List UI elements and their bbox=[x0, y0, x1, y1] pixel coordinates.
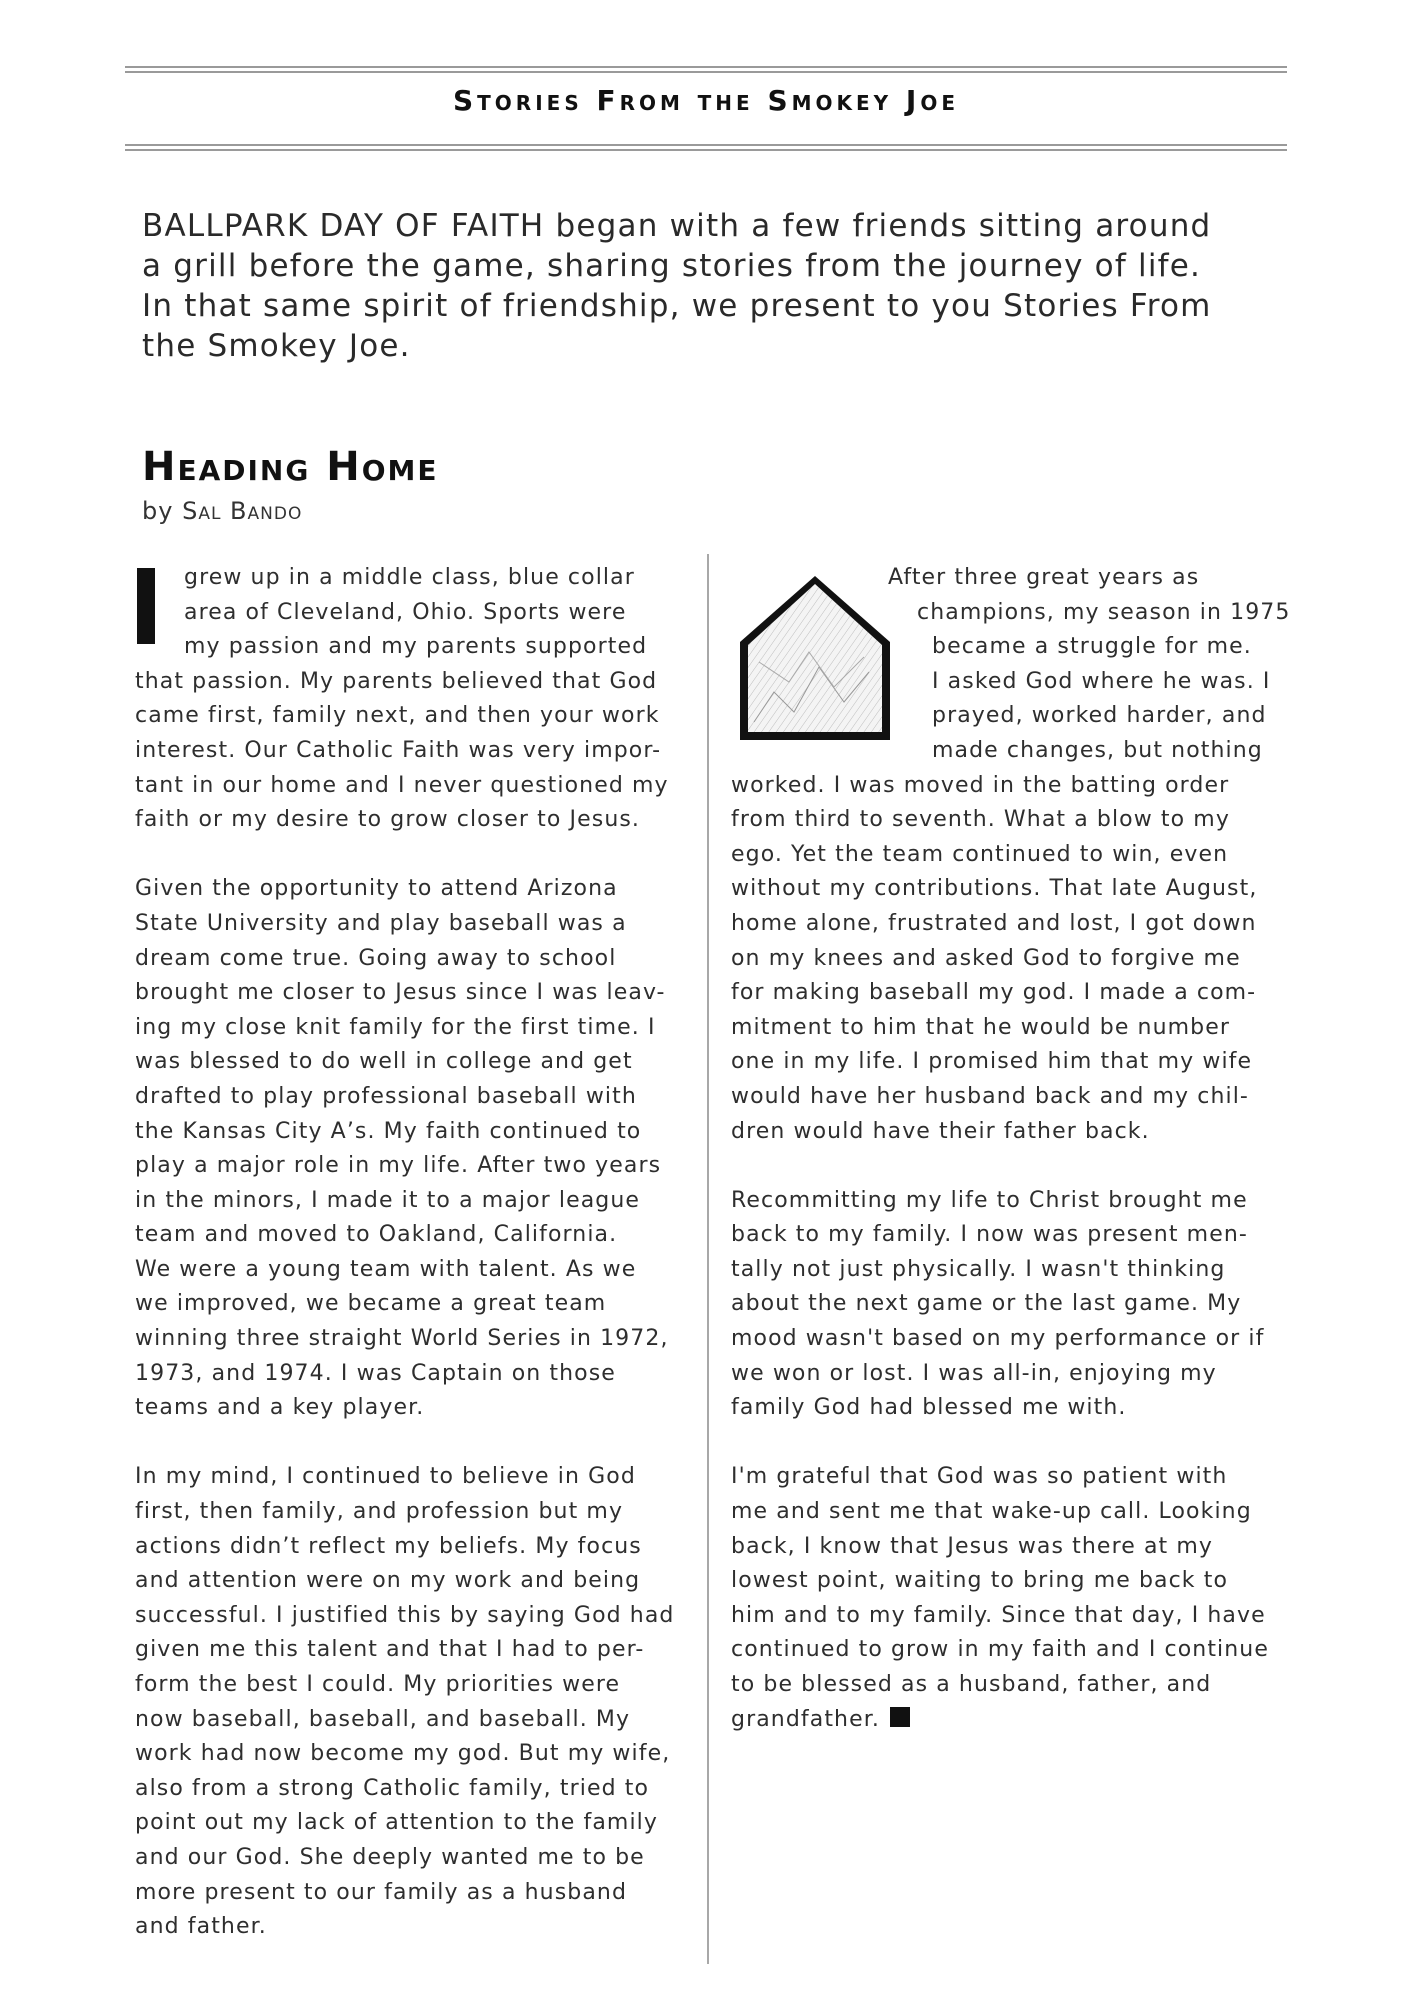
text-line: home alone, frustrated and lost, I got down bbox=[731, 910, 1257, 936]
intro-line: the Smokey Joe. bbox=[142, 328, 411, 364]
text-line: grew up in a middle class, blue collar bbox=[184, 565, 635, 590]
text-line: interest. Our Catholic Faith was very impor- bbox=[135, 737, 662, 763]
intro-paragraph bbox=[142, 206, 1262, 366]
paragraph bbox=[135, 1460, 680, 1944]
text-line: in the minors, I made it to a major league bbox=[135, 1187, 641, 1213]
paragraph bbox=[731, 1460, 1291, 1737]
text-line: tally not just physically. I wasn't thinking bbox=[731, 1256, 1226, 1282]
intro-line: In that same spirit of friendship, we present to you Stories From bbox=[142, 288, 1212, 324]
text-line: and attention were on my work and being bbox=[135, 1568, 641, 1594]
text-line: and father. bbox=[135, 1914, 267, 1940]
text-line: point out my lack of attention to the family bbox=[135, 1810, 659, 1836]
byline bbox=[142, 497, 302, 525]
text-line: ego. Yet the team continued to win, even bbox=[731, 841, 1229, 867]
text-line: him and to my family. Since that day, I have bbox=[731, 1602, 1266, 1628]
text-line: one in my life. I promised him that my wife bbox=[731, 1049, 1253, 1075]
text-line: was blessed to do well in college and get bbox=[135, 1049, 633, 1075]
header-rule-bottom-1 bbox=[125, 144, 1287, 146]
text-line: champions, my season in 1975 bbox=[917, 599, 1291, 625]
text-line: brought me closer to Jesus since I was leav- bbox=[135, 980, 666, 1006]
right-column bbox=[731, 561, 1291, 1772]
text-line: family God had blessed me with. bbox=[731, 1395, 1127, 1421]
text-line: on my knees and asked God to forgive me bbox=[731, 945, 1241, 971]
text-line: came first, family next, and then your work bbox=[135, 703, 660, 729]
text-line: dren would have their father back. bbox=[731, 1118, 1150, 1144]
paragraph bbox=[731, 1184, 1291, 1426]
text-line: In my mind, I continued to believe in God bbox=[135, 1464, 636, 1490]
text-line: prayed, worked harder, and bbox=[932, 703, 1267, 729]
text-line: became a struggle for me. bbox=[932, 634, 1252, 660]
left-column bbox=[135, 561, 680, 1979]
text-line-last bbox=[731, 1703, 1291, 1738]
text-line: me and sent me that wake-up call. Looking bbox=[731, 1499, 1252, 1525]
text-line: also from a strong Catholic family, tried to bbox=[135, 1775, 650, 1801]
intro-line: BALLPARK DAY OF FAITH began with a few friends sitting around bbox=[142, 208, 1212, 244]
intro-line: a grill before the game, sharing stories from the journey of life. bbox=[142, 248, 1202, 284]
text-line: given me this talent and that I had to per- bbox=[135, 1637, 645, 1663]
text-line: work had now become my god. But my wife, bbox=[135, 1741, 671, 1767]
text-line: successful. I justified this by saying God had bbox=[135, 1602, 675, 1628]
text-line: ing my close knit family for the first time. I bbox=[135, 1014, 656, 1040]
text-line: play a major role in my life. After two years bbox=[135, 1153, 662, 1179]
text-line: actions didn’t reflect my beliefs. My focus bbox=[135, 1533, 642, 1559]
text-line: worked. I was moved in the batting order bbox=[731, 772, 1230, 798]
text-line: that passion. My parents believed that God bbox=[135, 668, 658, 694]
text-line: more present to our family as a husband bbox=[135, 1879, 628, 1905]
text-line: faith or my desire to grow closer to Jesus. bbox=[135, 807, 641, 833]
text-line: area of Cleveland, Ohio. Sports were bbox=[184, 599, 627, 625]
text-line: teams and a key player. bbox=[135, 1395, 425, 1421]
text-line: drafted to play professional baseball with bbox=[135, 1083, 637, 1109]
running-title: Stories From the Smokey Joe bbox=[453, 84, 959, 117]
header-rule-top-2 bbox=[125, 71, 1287, 73]
text-line: first, then family, and profession but my bbox=[135, 1499, 624, 1525]
paragraph bbox=[135, 561, 680, 838]
end-square-icon bbox=[890, 1707, 910, 1727]
text-line: form the best I could. My priorities were bbox=[135, 1672, 621, 1697]
paragraph bbox=[731, 561, 1291, 1149]
text-line: I'm grateful that God was so patient with bbox=[731, 1464, 1228, 1490]
text-line: would have her husband back and my chil- bbox=[731, 1083, 1249, 1109]
header-rule-bottom-2 bbox=[125, 149, 1287, 151]
text-line: now baseball, baseball, and baseball. My bbox=[135, 1706, 631, 1732]
text-line: winning three straight World Series in 1972, bbox=[135, 1326, 669, 1352]
text-line: and our God. She deeply wanted me to be bbox=[135, 1844, 645, 1870]
text-line: for making baseball my god. I made a com- bbox=[731, 980, 1257, 1006]
text-line-final: grandfather. bbox=[731, 1706, 880, 1732]
text-line: made changes, but nothing bbox=[932, 737, 1263, 763]
byline-prefix: by bbox=[142, 497, 174, 525]
text-line: continued to grow in my faith and I continue bbox=[731, 1637, 1269, 1663]
text-line: I asked God where he was. I bbox=[932, 668, 1271, 694]
text-line: Given the opportunity to attend Arizona bbox=[135, 876, 618, 902]
text-line: Recommitting my life to Christ brought me bbox=[731, 1187, 1248, 1213]
text-line: mitment to him that he would be number bbox=[731, 1014, 1231, 1040]
text-line: We were a young team with talent. As we bbox=[135, 1256, 637, 1282]
text-line: back, I know that Jesus was there at my bbox=[731, 1533, 1214, 1559]
text-line: to be blessed as a husband, father, and bbox=[731, 1672, 1212, 1697]
text-line: the Kansas City A’s. My faith continued to bbox=[135, 1118, 642, 1144]
text-line: After three great years as bbox=[888, 565, 1200, 590]
text-line: we improved, we became a great team bbox=[135, 1291, 607, 1317]
article-title: Heading Home bbox=[142, 444, 439, 490]
text-line: 1973, and 1974. I was Captain on those bbox=[135, 1360, 616, 1386]
text-line: we won or lost. I was all-in, enjoying my bbox=[731, 1360, 1217, 1386]
text-line: my passion and my parents supported bbox=[184, 634, 648, 660]
text-line: back to my family. I now was present men- bbox=[731, 1222, 1248, 1248]
text-line: team and moved to Oakland, California. bbox=[135, 1222, 618, 1248]
text-line: without my contributions. That late August, bbox=[731, 876, 1258, 902]
text-line: mood wasn't based on my performance or if bbox=[731, 1326, 1265, 1352]
paragraph bbox=[135, 872, 680, 1426]
text-line: dream come true. Going away to school bbox=[135, 945, 617, 971]
text-line: State University and play baseball was a bbox=[135, 910, 627, 936]
text-line: about the next game or the last game. My bbox=[731, 1291, 1242, 1317]
text-line: from third to seventh. What a blow to my bbox=[731, 807, 1230, 833]
text-line: tant in our home and I never questioned my bbox=[135, 772, 669, 798]
text-line: lowest point, waiting to bring me back to bbox=[731, 1568, 1229, 1594]
author-name: Sal Bando bbox=[182, 497, 303, 525]
header-rule-top-1 bbox=[125, 66, 1287, 68]
column-divider bbox=[707, 554, 709, 1964]
